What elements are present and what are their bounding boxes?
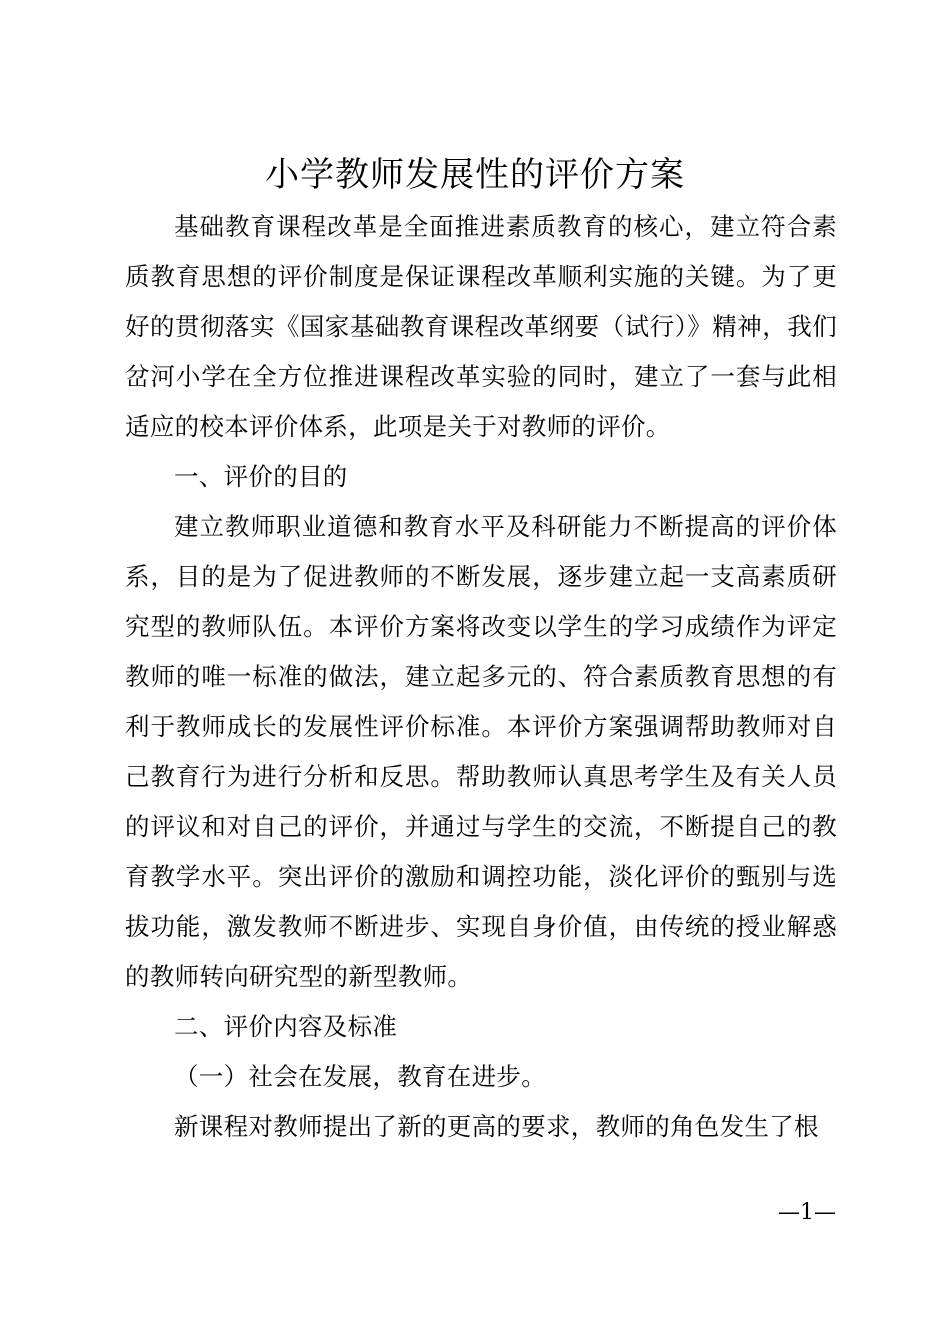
- subsection-heading-one: （一）社会在发展，教育在进步。: [174, 1062, 546, 1091]
- section-heading-purpose: 一、评价的目的: [174, 462, 348, 491]
- content-paragraph: 新课程对教师提出了新的更高的要求，教师的角色发生了根: [174, 1112, 819, 1141]
- document-title: 小学教师发展性的评价方案: [265, 155, 685, 195]
- document-body: [125, 202, 837, 1152]
- intro-paragraph: 基础教育课程改革是全面推进素质教育的核心，建立符合素质教育思想的评价制度是保证课程改革顺利实施的关键。为了更好的贯彻落实《国家基础教育课程改革纲要（试行）》精神，我们岔河小学在全方位推进课程改革实验的同时，建立了一套与此相适应的校本评价体系，此项是关于对教师的评价。: [125, 212, 837, 441]
- purpose-paragraph: 建立教师职业道德和教育水平及科研能力不断提高的评价体系，目的是为了促进教师的不断发展，逐步建立起一支高素质研究型的教师队伍。本评价方案将改变以学生的学习成绩作为评定教师的唯一标准的做法，建立起多元的、符合素质教育思想的有利于教师成长的发展性评价标准。本评价方案强调帮助教师对自己教育行为进行分析和反思。帮助教师认真思考学生及有关人员的评议和对自己的评价，并通过与学生的交流，不断提自己的教育教学水平。突出评价的激励和调控功能，淡化评价的甄别与选拔功能，激发教师不断进步、实现自身价值，由传统的授业解惑的教师转向研究型的新型教师。: [125, 512, 837, 991]
- page-number: —1—: [778, 1200, 836, 1225]
- section-heading-content: 二、评价内容及标准: [174, 1012, 398, 1041]
